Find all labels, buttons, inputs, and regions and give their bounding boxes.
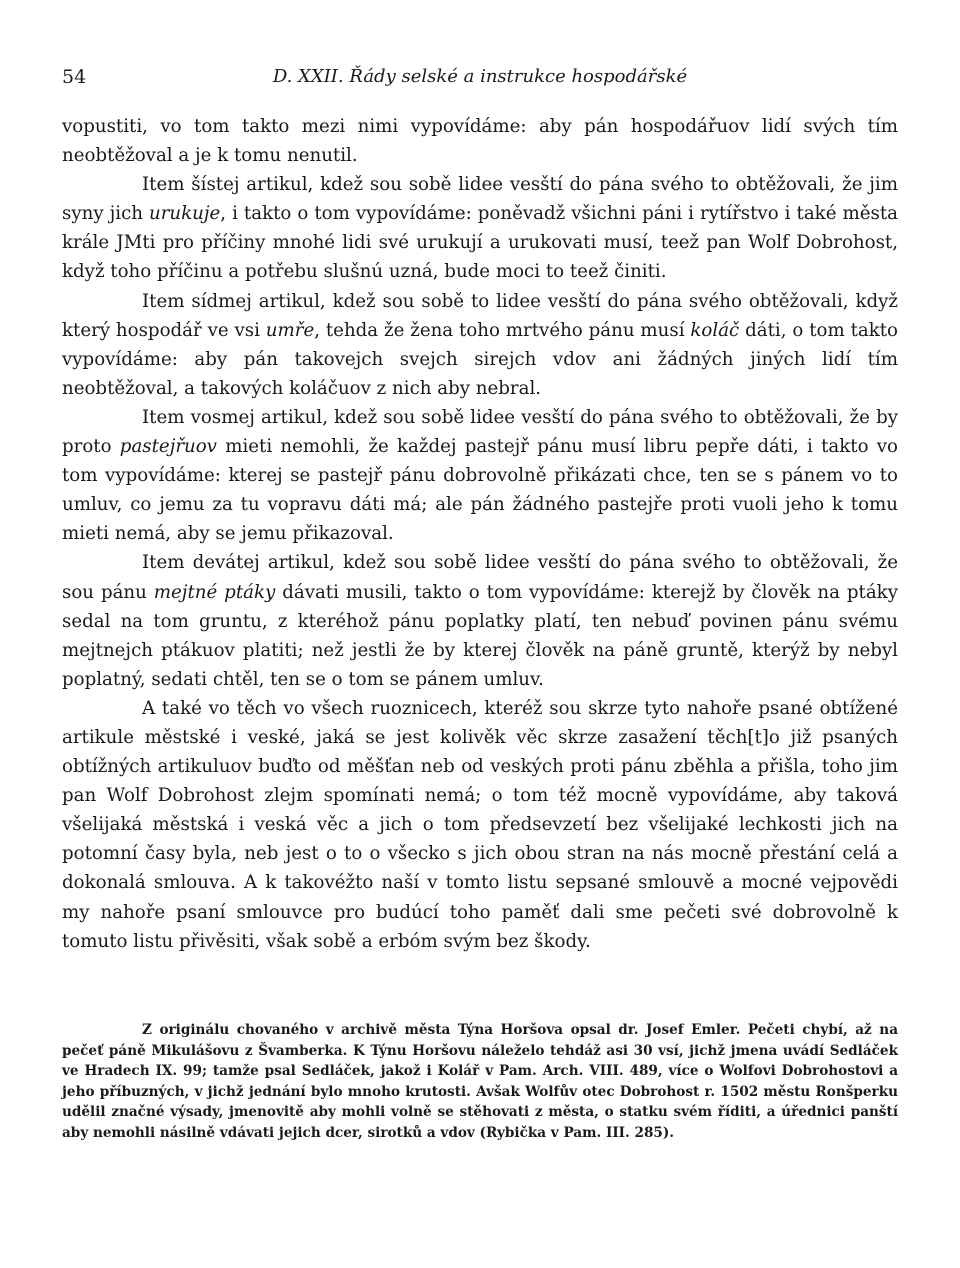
paragraph-6: [62, 694, 898, 956]
emphasis-term: pastejřuov: [119, 436, 217, 458]
paragraph-text: , tehda že žena toho mrtvého pánu musí: [314, 319, 691, 341]
paragraph-1: [62, 112, 898, 170]
paragraph-5: [62, 548, 898, 693]
body-text: [62, 112, 898, 956]
paragraph-text: mieti nemohli, že každej pastejř pánu musí libru pepře dáti, i takto vo tom vypovídáme: kterej se pastejř pánu dobrovolně přikázati chce, ten se s pánem vo to umluv, co jemu za tu vopravu dáti má; ale pán žádného pastejře proti vuoli jeho k tomu mieti nemá, aby se jemu přikazoval.: [62, 436, 898, 545]
paragraph-text: Item devátej artikul, kdež sou sobě lidee vesští do pána svého to obtěžovali, že sou pánu: [62, 552, 898, 603]
paragraph-text: vopustiti, vo tom takto mezi nimi vypovídáme: aby pán hospodářuov lidí svých tím neobtěžoval a je k tomu nenutil.: [62, 116, 898, 167]
paragraph-text: , i takto o tom vypovídáme: poněvadž všichni páni i rytířstvo i také města krále JMti pro příčiny mnohé lidi své urukují a urukovati musí, teež pan Wolf Dobrohost, když toho příčinu a potřebu slušnú uzná, bude moci to teež činiti.: [62, 203, 898, 283]
paragraph-text: dáti, o tom takto vypovídáme: aby pán takovejch svejch sirejch vdov ani žádných jiných lidí tím neobtěžoval, a takových koláčuov z nich aby nebral.: [62, 319, 899, 399]
paragraph-text: Item sídmej artikul, kdež sou sobě to lidee vesští do pána svého obtěžovali, když který hospodář ve vsi: [62, 290, 898, 341]
paragraph-4: [62, 403, 898, 548]
emphasis-term: mejtné ptáky: [153, 581, 276, 603]
emphasis-term: umře: [265, 319, 315, 341]
running-head: D. XXII. Řády selské a instrukce hospodářské: [272, 66, 688, 87]
paragraph-3: [62, 287, 898, 403]
emphasis-term: urukuje: [149, 203, 221, 225]
paragraph-text: Item vosmej artikul, kdež sou sobě lidee vesští do pána svého to obtěžovali, že by proto: [62, 406, 898, 458]
emphasis-term: koláč: [690, 319, 740, 341]
paragraph-text: A také vo těch vo všech ruoznicech, kteréž sou skrze tyto nahoře psané obtížené artikule městské i veské, jaká se jest kolivěk věc skrze zasažení těch[t]o již psaných obtížných artikuluov buďto od měšťan neb od veských proti pánu zběhla a přišla, toho jim pan Wolf Dobrohost zlejm spomínati nemá; o tom též mocně vypovídáme, aby taková všelijaká městská i veská věc a jich o tom předsevzetí bez všelijaké lechkosti jich na potomní časy byla, neb jest o to o všecko s jich obou stran na nás mocně přestání celá a dokonalá smlouva. A k takovéžto naší v tomto listu sepsané smlouvě a mocné vejpovědi my nahoře psaní smlouvce pro budúcí toho paměť dali sme pečeti své dobrovolně k tomuto listu přivěsiti, však sobě a erbóm svým bez škody.: [62, 697, 898, 952]
paragraph-text: dávati musili, takto o tom vypovídáme: kterejž by člověk na ptáky sedal na tom gruntu, z kteréhož pánu poplatky platí, ten nebuď povinen pánu svému mejtnejch ptákuov platiti; než jestli že by kterej člověk na páně gruntě, kterýž by nebyl poplatný, sedati chtěl, ten se o tom se pánem umluv.: [62, 581, 898, 690]
footnote: Z originálu chovaného v archivě města Týna Horšova opsal dr. Josef Emler. Pečeti chybí, až na pečeť páně Mikulášovu z Švamberka. K Týnu Horšovu náleželo tehdáž asi 30 vsí, jichž jmena uvádí Sedláček ve Hradech IX. 99; tamže psal Sedláček, jakož i Kolář v Pam. Arch. VIII. 489, více o Wolfovi Dobrohostovi a jeho příbuzných, v jichž jednání bylo mnoho krutosti. Avšak Wolfův otec Dobrohost r. 1502 městu Ronšperku udělil značné výsady, jmenovitě aby mohli volně se stěhovati z města, o statku svém říditi, a úřednici panští aby nemohli násilně vdávati jejich dcer, sirotků a vdov (Rybička v Pam. III. 285).: [62, 1022, 898, 1141]
page-header: [62, 66, 898, 94]
page-number: 54: [62, 66, 87, 88]
paragraph-2: [62, 170, 898, 286]
paragraph-text: Item šístej artikul, kdež sou sobě lidee vesští do pána svého to obtěžovali, že jim syny jich: [62, 174, 898, 225]
